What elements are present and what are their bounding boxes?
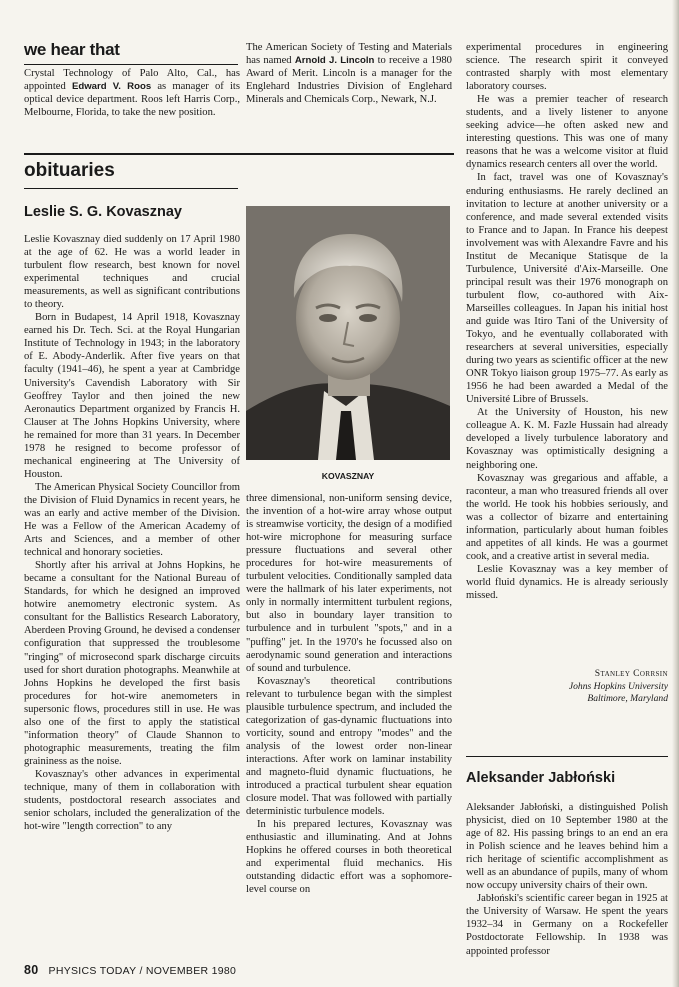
kovasznay-paragraph: At the University of Houston, his new colleague A. K. M. Fazle Hussain had already developed a lively turbulence laboratory and Kovasznay was optimistically designing a neighboring one. bbox=[466, 407, 668, 471]
jablonski-column bbox=[466, 801, 668, 957]
signature-affiliation: Johns Hopkins University bbox=[568, 680, 668, 692]
kovasznay-paragraph: Kovasznay's theoretical contributions relevant to turbulence began with the simplest plausible turbulence spectrum, and included the categorization of gas-dynamic fluctuations into vorticity, sound and entropy "modes" and the analysis of the lowest order non-linear interactions. After work on laminar instability and magneto-fluid dynamic fluctuations, he introduced a practical turbulent shear equation closure model. That was followed with partially deterministic turbulence models. bbox=[246, 675, 452, 818]
kovasznay-column-2 bbox=[246, 492, 452, 957]
obituaries-bottom-rule bbox=[24, 188, 238, 189]
kovasznay-portrait-photo bbox=[246, 206, 450, 460]
kovasznay-paragraph: Kovasznay's other advances in experimental technique, many of them in collaboration with students, postdoctoral research associates and senior scholars, included the generalization of the hot-wire "length correction" to any bbox=[24, 768, 240, 833]
page-number: 80 bbox=[24, 963, 39, 977]
portrait-illustration bbox=[246, 206, 450, 460]
kovasznay-paragraph: Shortly after his arrival at Johns Hopkins, he became a consultant for the National Bureau of Standards, for which he designed an improved hotwire anemometry electronic system. As consultant for the Ballistics Research Laboratory, Aberdeen Proving Ground, he devised a condenser configuration that suppressed the troublesome "ringing" of microsecond spark discharge circuits used for short duration photographs. Meanwhile at Johns Hopkins he developed the first basis procedures for hot-wire anemometers in supersonic flows, procedures still in use. He was also one of the first to apply the statistical "information theory" of Claude Shannon to photographic measurements, treating the film graininess as the noise. bbox=[24, 560, 240, 767]
name-edward-roos: Edward V. Roos bbox=[71, 81, 152, 93]
kovasznay-column-3 bbox=[466, 41, 668, 631]
section-title-we-hear-that: we hear that bbox=[24, 40, 120, 59]
publication-line: PHYSICS TODAY / NOVEMBER 1980 bbox=[48, 965, 237, 977]
author-signature bbox=[466, 668, 668, 706]
kovasznay-paragraph: Leslie Kovasznay was a key member of world fluid dynamics. He is already seriously missed. bbox=[466, 563, 668, 601]
signature-location: Baltimore, Maryland bbox=[587, 693, 668, 704]
kovasznay-paragraph: In fact, travel was one of Kovasznay's enduring enthusiasms. He rarely declined an invitation to lecture at another university or a conference, and made several extended visits to France and to Japan. In France his deepest involvement was with Alexandre Favre and his Institut de Mecanique Statisque de la Turbulence, Université d'Aix-Marseille. One principal result was their 1976 monograph on turbulent flow, co-authored with Aix-Marseilles colleagues. In Japan his initial host and guide was Itiro Tani of the University of Tokyo, and he eventually collaborated with researchers at several universities, especially during two years as scientific officer at the new ONR Tokyo liaison group 1975–77. As early as 1956 he had been awarded a Medal of the Université Libre of Brussels. bbox=[466, 172, 668, 406]
kovasznay-paragraph: Born in Budapest, 14 April 1918, Kovasznay earned his Dr. Tech. Sci. at the Royal Hungarian Institute of Technology in 1943; in the laboratory of E. Abody-Anderlik. After five years on that faculty (1941–46), he spent a year at Cambridge University's Cavendish Laboratory with Sir Geoffrey Taylor and then joined the new Aeronautics Department organized by Francis H. Clauser at The Johns Hopkins University, where he remained for more than 31 years. In December 1978 he resigned to become professor of mechanical engineering at The University of Houston. bbox=[24, 312, 240, 480]
kovasznay-paragraph: He was a premier teacher of research students, and a lively listener to anyone seeking advice—he often asked new and interesting questions. This was one of many reasons that he was a welcome visitor at fluid dynamics research centers all over the world. bbox=[466, 94, 668, 171]
kovasznay-paragraph: Leslie Kovasznay died suddenly on 17 April 1980 at the age of 62. He was a world leader in turbulent flow research, best known for novel experimental techniques and crucial measurements, as well as significant contributions to theory. bbox=[24, 234, 240, 311]
kovasznay-paragraph: three dimensional, non-uniform sensing device, the invention of a hot-wire array whose output is streamwise vorticity, the design of a modified hot-wire microphone for measuring surface pressure fluctuations and several other procedures for hot-wire measurements of turbulent velocities. Conditionally sampled data were the hallmark of his later experiments, not only in normally intermittent turbulent regions, but also in boundary layer transition to turbulence and in turbulent "spots," and in a "puffing" jet. In the 1970's he focussed also on aerodynamic sound generation and interactions of sound and turbulence. bbox=[246, 493, 452, 674]
we-hear-that-rule bbox=[24, 64, 238, 65]
jablonski-paragraph: Aleksander Jabłoński, a distinguished Polish physicist, died on 10 September 1980 at the age of 82. His passing brings to an end an era in Polish science and he leaves behind him a rich heritage of scientific accomplishment as well as an abundance of pupils, many of whom now occupy university chairs of their own. bbox=[466, 802, 668, 892]
name-arnold-lincoln: Arnold J. Lincoln bbox=[294, 55, 375, 67]
photo-caption: KOVASZNAY bbox=[321, 471, 375, 481]
kovasznay-paragraph: Kovasznay was gregarious and affable, a raconteur, a man who treasured friends all over the world. He took his hobbies seriously, and was a collector of bizarre and entertaining information, particularly about human foibles and appetites of all kinds. He was a gourmet cook, and a creative artist in several media. bbox=[466, 472, 668, 562]
obituary-heading-jablonski: Aleksander Jabłoński bbox=[466, 770, 616, 786]
we-hear-that-item-roos: Crystal Technology of Palo Alto, Cal., has appointed Edward V. Roos as manager of its optical device department. Roos left Harris Corp., Melbourne, Florida, to take the new position. bbox=[24, 68, 240, 119]
kovasznay-column-1 bbox=[24, 233, 240, 957]
obituaries-top-rule bbox=[24, 153, 454, 155]
jablonski-paragraph: Jabłoński's scientific career began in 1925 at the University of Warsaw. He spent the years 1932–34 in Germany on a Rockefeller Postdoctorate Fellowship. In 1938 was appointed professor bbox=[466, 893, 668, 957]
obituary-heading-kovasznay: Leslie S. G. Kovasznay bbox=[24, 204, 182, 220]
page-footer bbox=[24, 963, 236, 977]
signature-name: Stanley Corrsin bbox=[594, 668, 668, 679]
kovasznay-paragraph: experimental procedures in engineering science. The research spirit it conveyed contrasted sharply with most elementary laboratory courses. bbox=[466, 42, 668, 93]
kovasznay-paragraph: In his prepared lectures, Kovasznay was enthusiastic and illuminating. And at Johns Hopkins he offered courses in both theoretical and experimental fluid mechanics. His outstanding didactic effort was a sophomore-level course on bbox=[246, 819, 452, 896]
section-title-obituaries: obituaries bbox=[24, 160, 115, 181]
page-edge-shadow bbox=[672, 0, 679, 987]
jablonski-top-rule bbox=[466, 756, 668, 757]
kovasznay-paragraph: The American Physical Society Councillor from the Division of Fluid Dynamics in recent years, he was an early and active member of the Division. He was a Fellow of the American Academy of Arts and Sciences, and a member of other technical and honorary societies. bbox=[24, 481, 240, 559]
we-hear-that-item-lincoln: The American Society of Testing and Materials has named Arnold J. Lincoln to receive a 1980 Award of Merit. Lincoln is a manager for the Englehard Industries Division of Englehard Minerals and Chemicals Corp., Newark, N.J. bbox=[246, 42, 452, 106]
